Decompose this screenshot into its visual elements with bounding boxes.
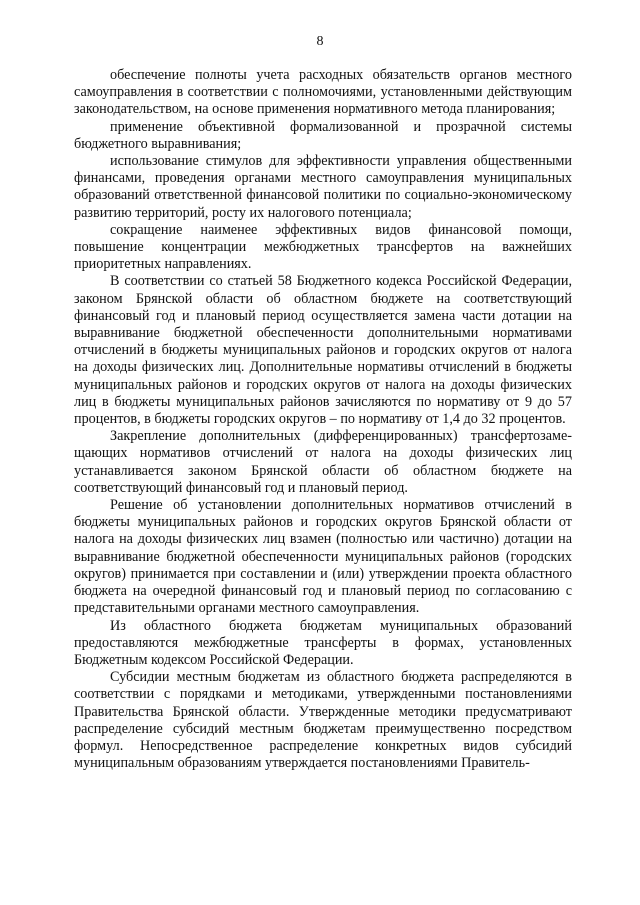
paragraph-5: В соответствии со статьей 58 Бюджетного кодекса Российской Федерации, законом Брянской области об областном бюджете на соответствующий финансовый год и плановый период осуществляется замена части дотации на выравнивание бюджетной обеспеченности дополнительными нормативами отчислений в бюджеты муниципальных районов и городских округов от налога на доходы физических лиц. Дополнительные нормативы отчислений в бюджеты муниципальных районов и городских округов от налога на доходы физических лиц в бюджеты муниципальных районов зачисляются по нормативу от 9 до 57 процентов, в бюджеты городских округов – по нормативу от 1,4 до 32 процентов.	[74, 273, 572, 428]
paragraph-1: обеспечение полноты учета расходных обязательств органов местного самоуправления в соответствии с полномочиями, установленными действующим законодательством, на основе применения нормативного метода планирования;	[74, 67, 572, 118]
document-body	[74, 67, 572, 772]
page-number: 8	[316, 34, 324, 49]
paragraph-8: Из областного бюджета бюджетам муниципальных образований предоставляются межбюджетные трансферты в формах, установленных Бюджетным кодексом Российской Федерации.	[74, 617, 572, 668]
paragraph-3: использование стимулов для эффективности управления общественными финансами, проведения органами местного самоуправления муниципальных образований ответственной финансовой политики по социально-экономическому развитию территорий, росту их налогового потенциала;	[74, 153, 572, 221]
paragraph-6: Закрепление дополнительных (дифференцированных) трансфертозамещающих нормативов отчислений от налога на доходы физических лиц устанавливается законом Брянской области об областном бюджете на соответствующий финансовый год и плановый период.	[74, 428, 572, 496]
paragraph-4: сокращение наименее эффективных видов финансовой помощи, повышение концентрации межбюджетных трансфертов на важнейших приоритетных направлениях.	[74, 221, 572, 273]
paragraph-2: применение объективной формализованной и прозрачной системы бюджетного выравнивания;	[74, 118, 572, 152]
paragraph-9: Субсидии местным бюджетам из областного бюджета распределяются в соответствии с порядками и методиками, утвержденными постановлениями Правительства Брянской области. Утвержденные методики предусматривают распределение субсидий местным бюджетам преимущественно посредством формул. Непосредственное распределение конкретных видов субсидий муниципальным образованиям утверждается постановлениями Правитель-	[74, 669, 572, 772]
paragraph-7: Решение об установлении дополнительных нормативов отчислений в бюджеты муниципальных районов и городских округов Брянской области от налога на доходы физических лиц взамен (полностью или частично) дотации на выравнивание бюджетной обеспеченности муниципальных районов (городских округов) принимается при составлении и (или) утверждении проекта областного бюджета на очередной финансовый год и плановый период по согласованию с представительными органами местного самоуправления.	[74, 497, 572, 617]
